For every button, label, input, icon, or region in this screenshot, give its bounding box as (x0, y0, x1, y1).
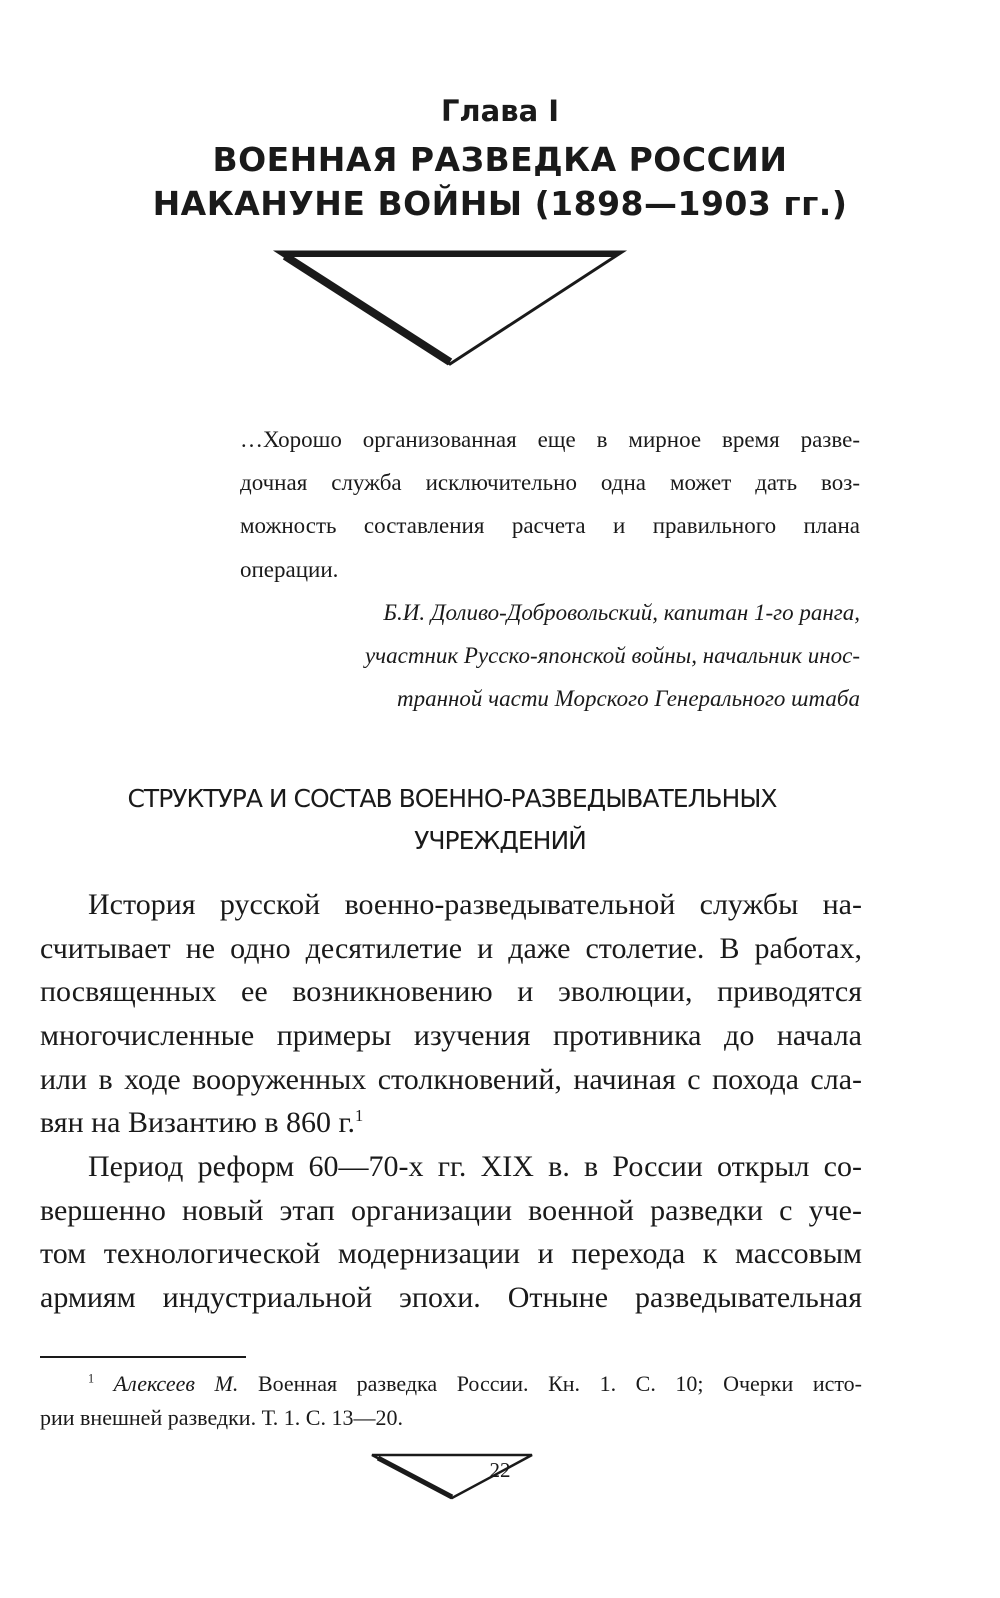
body-para2-line-1: Период реформ 60—70-х гг. XIX в. в России открыл со- (88, 1150, 862, 1183)
body-para2-line-3: том технологической модернизации и перехода к массовым (40, 1237, 862, 1270)
body-para2-line-2: вершенно новый этап организации военной разведки с уче- (40, 1194, 862, 1227)
chapter-title-line2: НАКАНУНЕ ВОЙНЫ (1898—1903 гг.) (152, 184, 848, 223)
chapter-title-line1: ВОЕННАЯ РАЗВЕДКА РОССИИ (212, 140, 788, 179)
page-number: 22 (489, 1458, 511, 1482)
epigraph-line-4: операции. (240, 557, 339, 582)
footnote-number: 1 (88, 1371, 95, 1386)
body-para2-line-4: армиям индустриальной эпохи. Отныне разведывательная (40, 1281, 862, 1314)
footnote-ref: 1 (354, 1106, 364, 1125)
epigraph-line-2: дочная служба исключительно одна может дать воз- (240, 470, 860, 495)
footnote-line-2: рии внешней разведки. Т. 1. С. 13—20. (40, 1405, 403, 1430)
body-para1-line-4: многочисленные примеры изучения противника до начала (40, 1019, 862, 1052)
body-para1-line-3: посвященных ее возникновению и эволюции, приводятся (40, 975, 862, 1008)
section-title-line2: УЧРЕЖДЕНИЙ (414, 826, 586, 855)
epigraph-line-1: …Хорошо организованная еще в мирное время разве- (240, 427, 860, 452)
epigraph-attribution-line-1: Б.И. Доливо-Добровольский, капитан 1-го ранга, (383, 600, 860, 625)
body-para1-line-6-text: вян на Византию в 860 г. (40, 1106, 355, 1139)
footnote-line-1-text: Военная разведка России. Кн. 1. С. 10; Очерки исто- (238, 1371, 863, 1396)
epigraph-attribution-line-2: участник Русско-японской войны, начальник инос- (364, 643, 860, 668)
body-para1-line-2: считывает не одно десятилетие и даже столетие. В работах, (40, 932, 862, 965)
epigraph-line-3: можность составления расчета и правильного плана (240, 513, 860, 538)
body-para1-line-5: или в ходе вооруженных столкновений, начиная с похода сла- (40, 1063, 862, 1096)
chapter-label: Глава I (440, 94, 560, 128)
footnote-author: Алексеев М. (113, 1371, 239, 1396)
epigraph-attribution-line-3: транной части Морского Генерального штаба (396, 686, 860, 711)
body-para1-line-1: История русской военно-разведывательной службы на- (88, 888, 862, 921)
section-title-line1: СТРУКТУРА И СОСТАВ ВОЕННО-РАЗВЕДЫВАТЕЛЬНЫХ (127, 784, 777, 813)
